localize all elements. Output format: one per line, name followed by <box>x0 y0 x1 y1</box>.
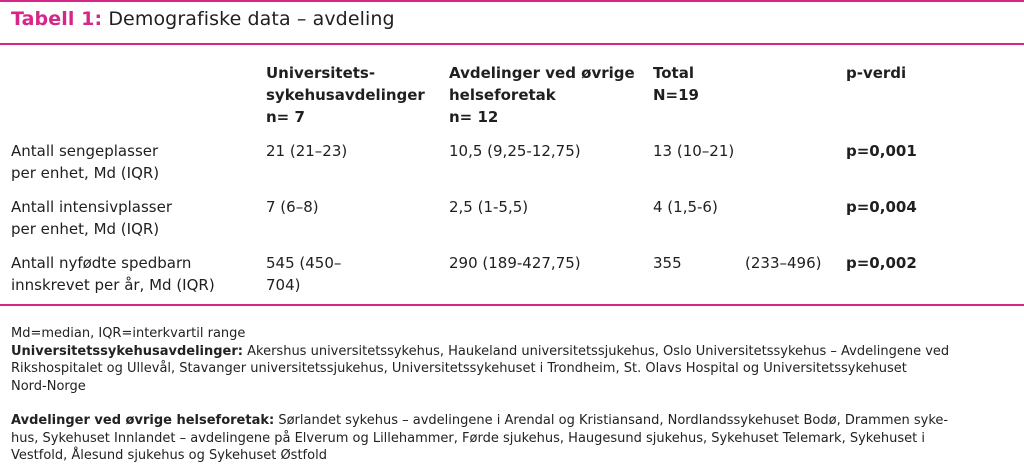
row-label-line: per enhet, Md (IQR) <box>11 164 160 182</box>
cell-total-sengeplasser: 13 (10–21) <box>653 142 735 160</box>
cell-total-iqr-nyfodte: (233–496) <box>745 254 822 272</box>
header-line: p-verdi <box>846 64 907 82</box>
footer-rule <box>0 304 1024 306</box>
header-ovrige-helseforetak <box>449 62 635 128</box>
header-line: N=19 <box>653 86 699 104</box>
header-line: sykehusavdelinger <box>266 86 425 104</box>
header-line: Avdelinger ved øvrige <box>449 64 635 82</box>
row-label-intensivplasser <box>11 196 172 240</box>
row-label-line: Antall nyfødte spedbarn <box>11 254 192 272</box>
cell-p-sengeplasser: p=0,001 <box>846 142 917 160</box>
footnotes-other <box>11 412 1016 465</box>
cell-p-nyfodte: p=0,002 <box>846 254 917 272</box>
footnote-other-text: Sørlandet sykehus – avdelingene i Arendal og Kristiansand, Nordlandssykehuset Bodø, Drammen syke- <box>274 413 949 428</box>
footnote-other-label: Avdelinger ved øvrige helseforetak: <box>11 413 275 428</box>
row-label-nyfodte <box>11 252 215 296</box>
header-rule <box>0 43 1024 45</box>
cell-univ-nyfodte <box>266 252 341 296</box>
header-line: n= 12 <box>449 108 499 126</box>
footnote-univ-line-2: Rikshospitalet og Ullevål, Stavanger universitetssjukehus, Universitetssykehuset i Trondheim, St. Olavs Hospital og Universitetssykehuset <box>11 361 907 376</box>
cell-line: 21 (21–23) <box>266 142 348 160</box>
cell-other-sengeplasser: 10,5 (9,25-12,75) <box>449 142 581 160</box>
footnote-univ-text: Akershus universitetssykehus, Haukeland universitetssjukehus, Oslo Universitetssykehus – Avdelingene ved <box>243 343 950 359</box>
footnote-abbreviations: Md=median, IQR=interkvartil range <box>11 326 246 341</box>
cell-line: 545 (450– <box>266 254 342 272</box>
header-p-verdi <box>846 62 906 84</box>
cell-p-intensivplasser: p=0,004 <box>846 198 917 216</box>
row-label-line: per enhet, Md (IQR) <box>11 220 160 238</box>
row-label-line: innskrevet per år, Md (IQR) <box>11 276 215 294</box>
footnote-univ-line-1 <box>11 343 1016 361</box>
header-line: Total <box>653 64 694 82</box>
row-label-line: Antall intensivplasser <box>11 198 173 216</box>
cell-line: 7 (6–8) <box>266 198 319 216</box>
header-universitetssykehus <box>266 62 425 128</box>
row-label-line: Antall sengeplasser <box>11 142 159 160</box>
title-bar <box>0 0 1024 44</box>
table-caption: Demografiske data – avdeling <box>108 8 395 30</box>
cell-total-nyfodte: 355 <box>653 254 682 272</box>
cell-total-intensivplasser: 4 (1,5-6) <box>653 198 718 216</box>
footnote-other-line-1 <box>11 412 1016 430</box>
cell-univ-intensivplasser <box>266 196 319 218</box>
footnote-other-line-2: hus, Sykehuset Innlandet – avdelingene på Elverum og Lillehammer, Førde sjukehus, Haugesund sjukehus, Sykehuset Telemark, Sykehuset i <box>11 430 925 446</box>
footnotes <box>11 325 1016 395</box>
footnote-univ-label: Universitetssykehusavdelinger: <box>11 343 243 359</box>
header-line: helseforetak <box>449 86 556 104</box>
footnote-univ-line-3: Nord-Norge <box>11 378 86 394</box>
header-total <box>653 62 699 106</box>
cell-other-intensivplasser: 2,5 (1-5,5) <box>449 198 529 216</box>
cell-other-nyfodte: 290 (189-427,75) <box>449 254 581 272</box>
footnote-other-line-3: Vestfold, Ålesund sjukehus og Sykehuset Østfold <box>11 448 327 463</box>
row-label-sengeplasser <box>11 140 159 184</box>
cell-univ-sengeplasser <box>266 140 347 162</box>
table-number: Tabell 1: <box>11 8 103 30</box>
table-title <box>11 8 395 30</box>
header-line: n= 7 <box>266 108 305 126</box>
cell-line: 704) <box>266 276 301 294</box>
header-line: Universitets- <box>266 64 376 82</box>
